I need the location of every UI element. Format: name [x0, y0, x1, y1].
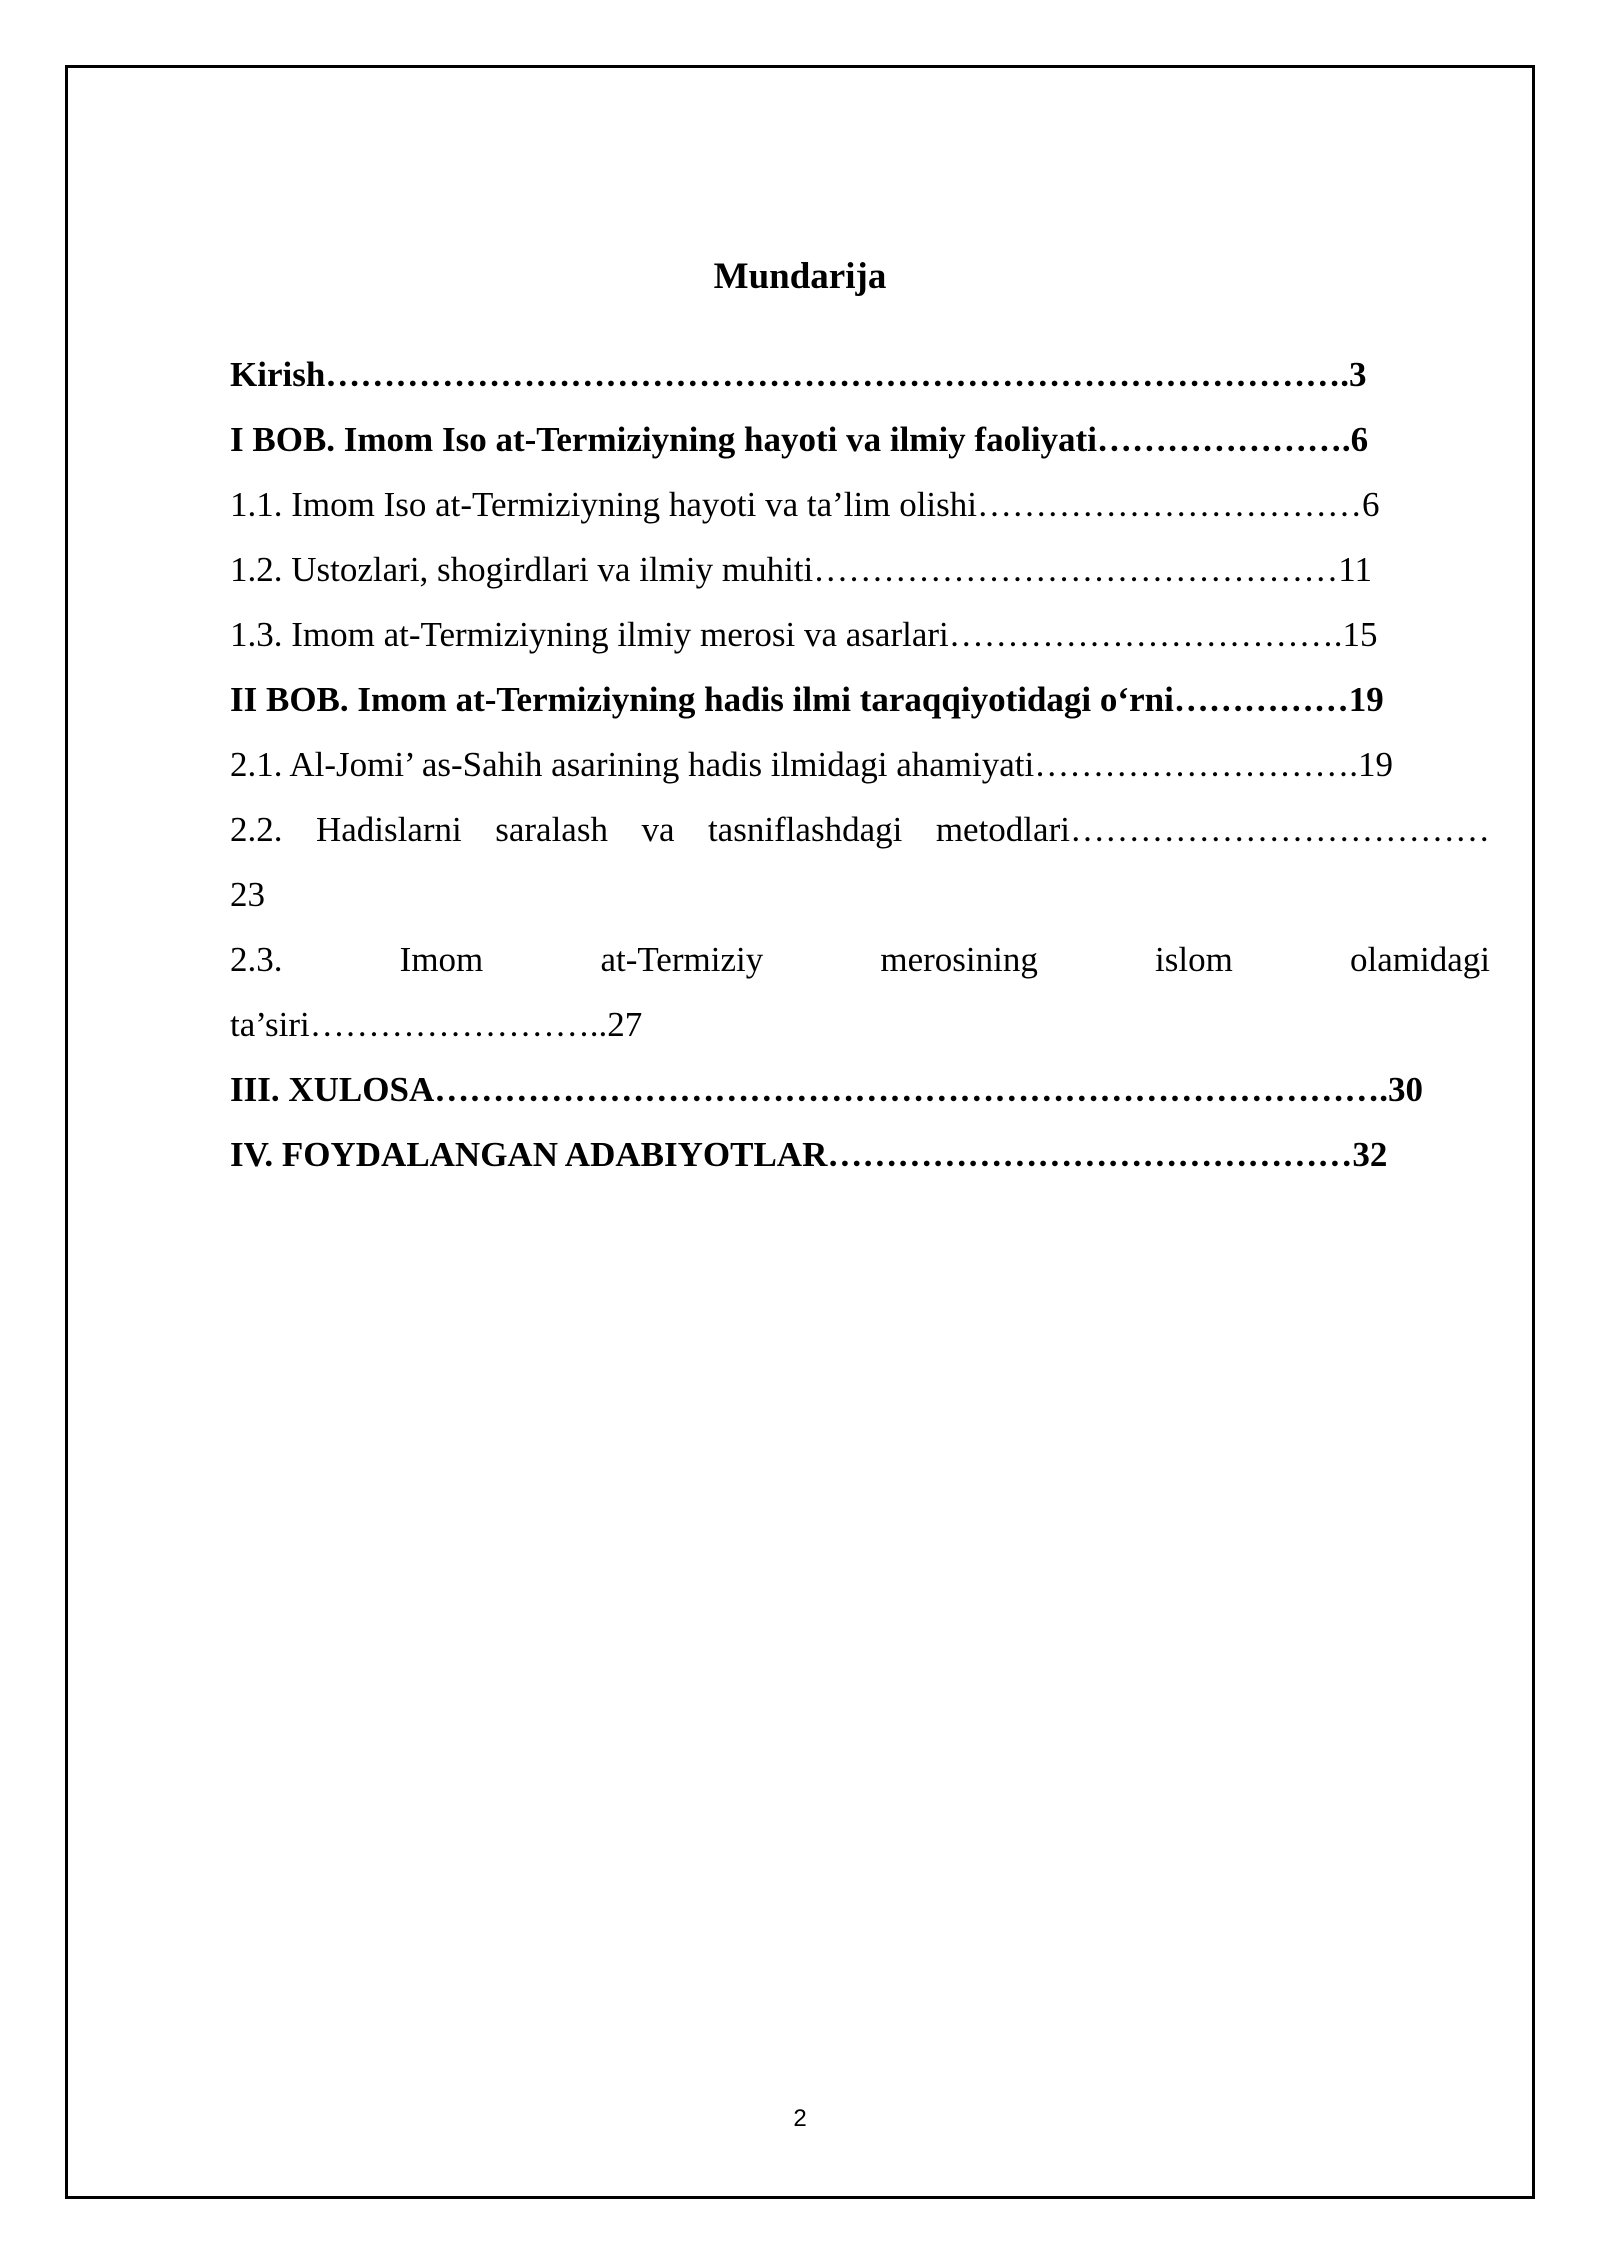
toc-entry-1-1[interactable]: 1.1. Imom Iso at-Termiziyning hayoti va ta’lim olishi……………………………6 [230, 485, 1380, 524]
toc-entry-2-3-continued: ta’siri……………………..27 [230, 1005, 643, 1044]
toc-word: 2.3. [230, 940, 283, 979]
toc-word: Hadislarni [315, 810, 462, 849]
page-number: 2 [793, 2105, 807, 2132]
page-title: Mundarija [713, 256, 887, 297]
toc-word: metodlari……………………………… [935, 810, 1490, 849]
toc-word: tasniflashdagi [707, 810, 903, 849]
toc-entry-1-3[interactable]: 1.3. Imom at-Termiziyning ilmiy merosi va asarlari…………………………….15 [230, 615, 1378, 654]
toc-entry-2-1[interactable]: 2.1. Al-Jomi’ as-Sahih asarining hadis ilmidagi ahamiyati……………………….19 [230, 745, 1393, 784]
toc-word: at-Termiziy [600, 940, 764, 979]
toc-word: saralash [495, 810, 608, 849]
toc-entry-adabiyotlar[interactable]: IV. FOYDALANGAN ADABIYOTLAR………………………………………32 [230, 1135, 1388, 1174]
toc-entry-xulosa[interactable]: III. XULOSA……………………………………………………………………….30 [230, 1070, 1423, 1109]
toc-entry-1-2[interactable]: 1.2. Ustozlari, shogirdlari va ilmiy muhiti………………………………………11 [230, 550, 1372, 589]
toc-word: islom [1155, 940, 1233, 979]
toc-entry-2-2[interactable] [230, 810, 1490, 850]
toc-word: 2.2. [230, 810, 283, 849]
toc-word: va [641, 810, 675, 849]
toc-entry-2-2-page: 23 [230, 875, 265, 914]
toc-word: Imom [399, 940, 484, 979]
toc-entry-2-3[interactable] [230, 940, 1490, 980]
toc-entry-kirish[interactable]: Kirish…………………………………………………………………………….3 [230, 355, 1367, 394]
toc-entry-bob-1[interactable]: I BOB. Imom Iso at-Termiziyning hayoti va ilmiy faoliyati………………….6 [230, 420, 1369, 459]
toc-word: olamidagi [1350, 940, 1490, 979]
toc-entry-bob-2[interactable]: II BOB. Imom at-Termiziyning hadis ilmi taraqqiyotidagi o‘rni……………19 [230, 680, 1384, 719]
toc-word: merosining [880, 940, 1038, 979]
